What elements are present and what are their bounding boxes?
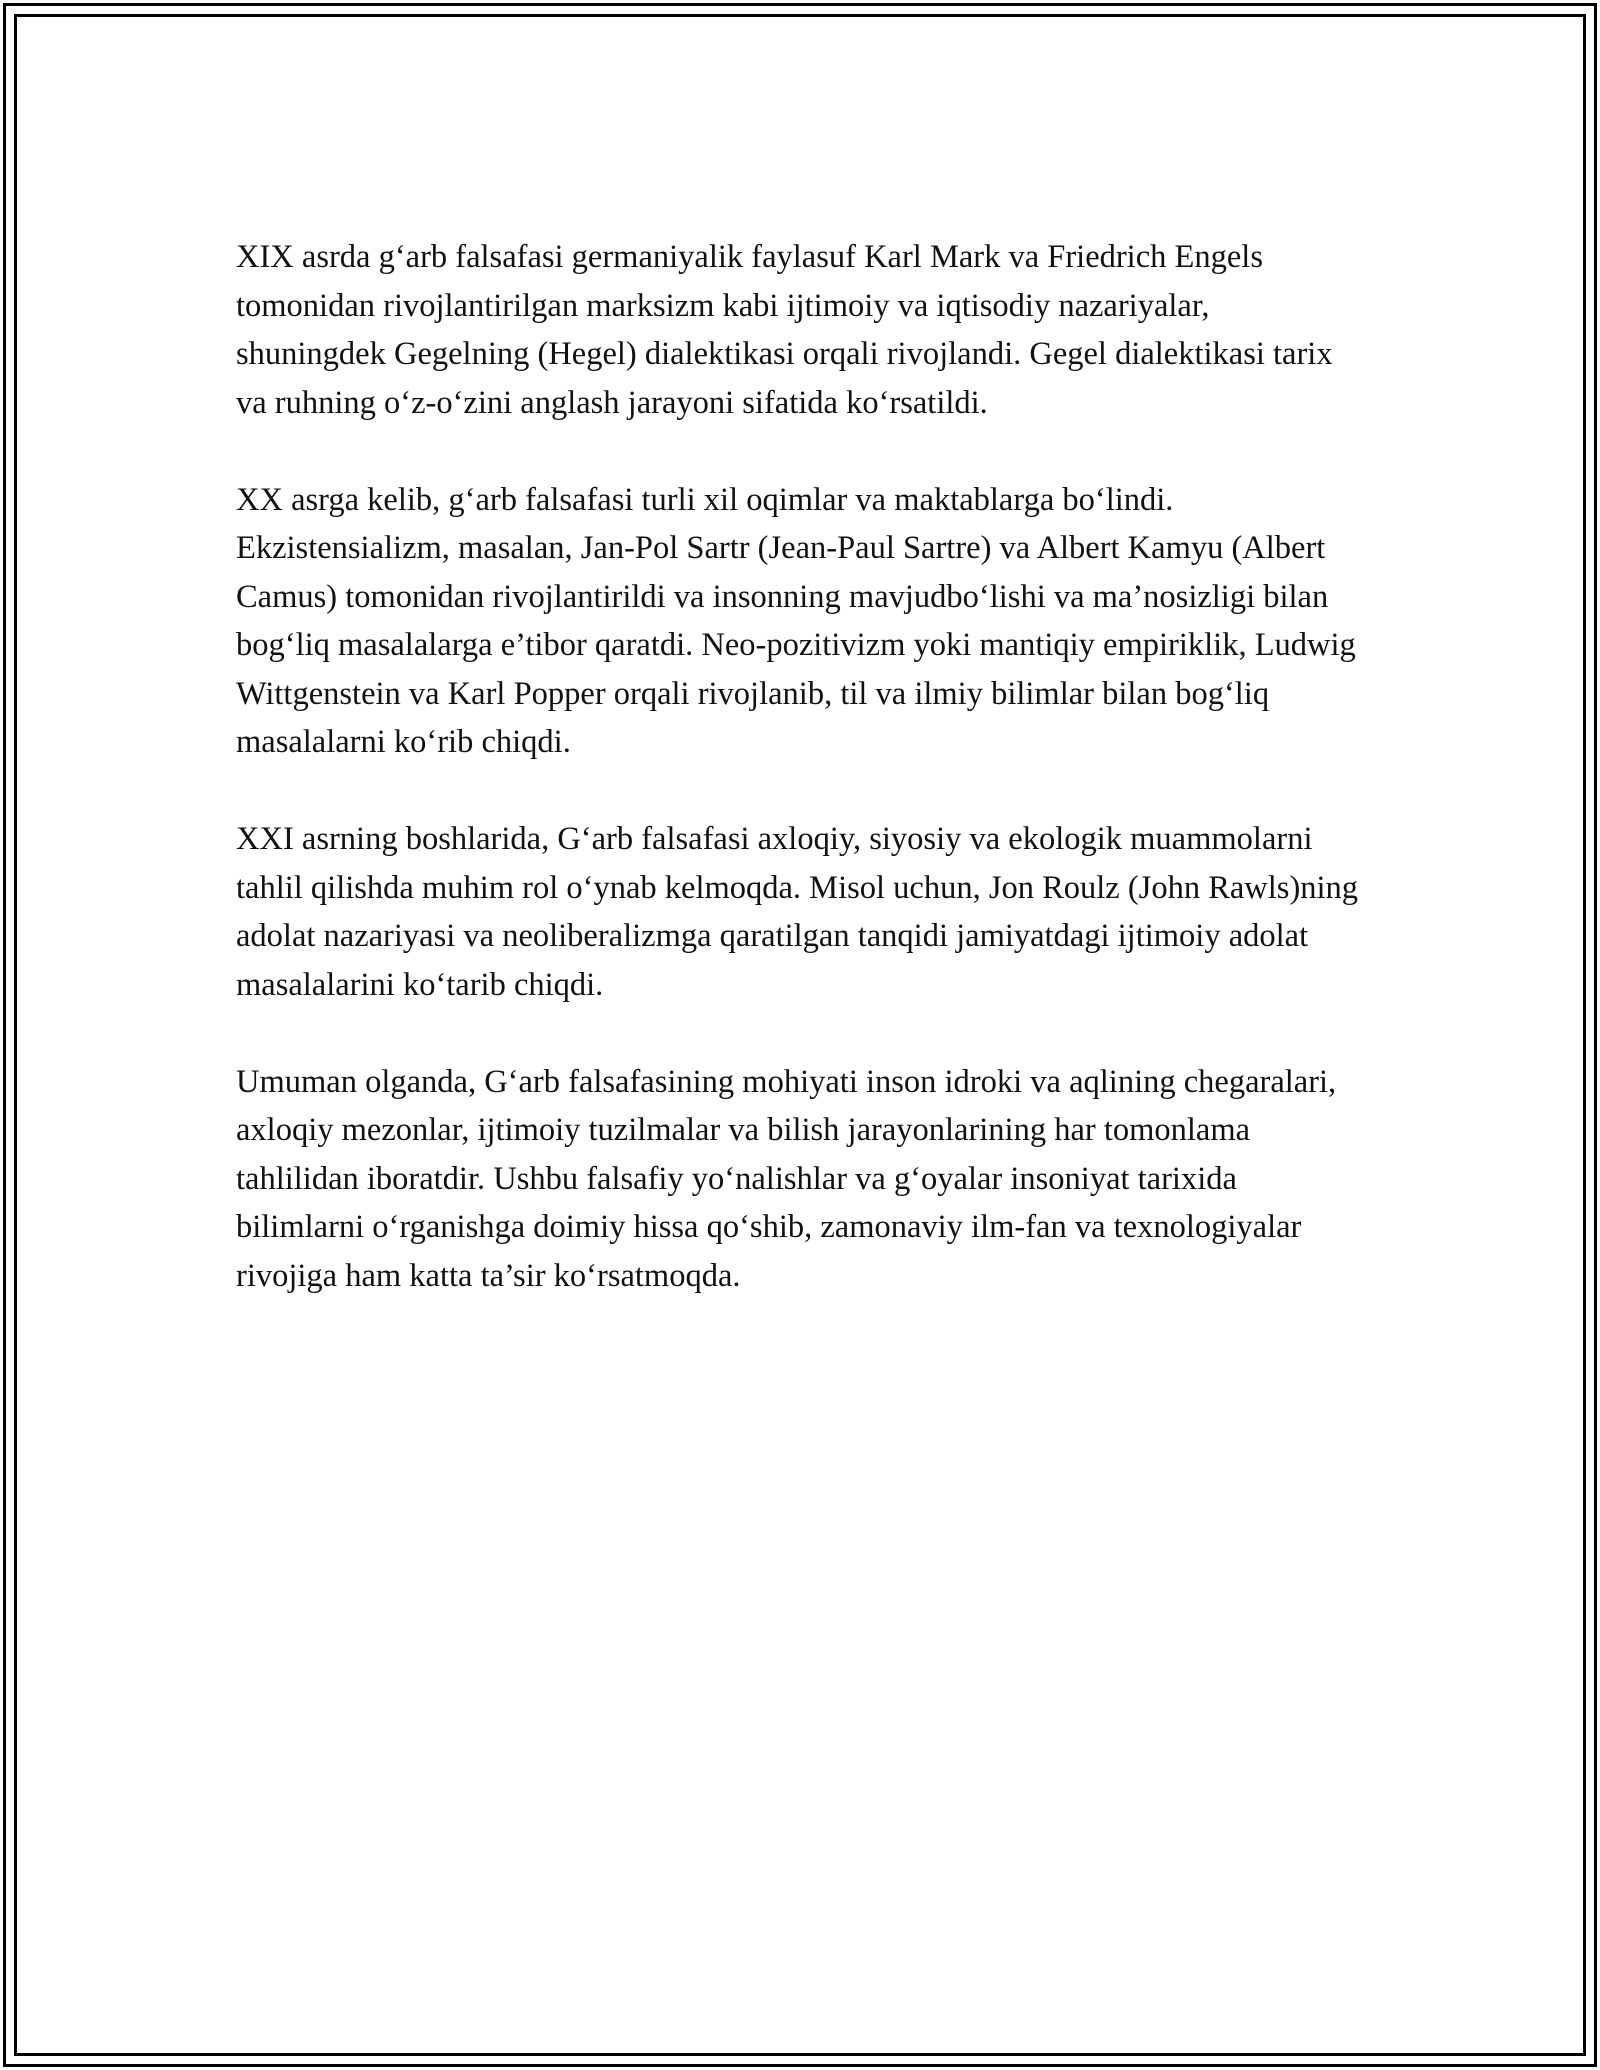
document-body [236, 233, 1366, 1349]
paragraph-19th-century: XIX asrda g‘arb falsafasi germaniyalik faylasuf Karl Mark va Friedrich Engels tomonidan rivojlantirilgan marksizm kabi ijtimoiy va iqtisodiy nazariyalar, shuningdek Gegelning (Hegel) dialektikasi orqali rivojlandi. Gegel dialektikasi tarix va ruhning o‘z-o‘zini anglash jarayoni sifatida ko‘rsatildi. [236, 239, 1333, 421]
paragraph-20th-century: XX asrga kelib, g‘arb falsafasi turli xil oqimlar va maktablarga bo‘lindi. Ekzistensializm, masalan, Jan-Pol Sartr (Jean-Paul Sartre) va Albert Kamyu (Albert Camus) tomonidan rivojlantirildi va insonning mavjudbo‘lishi va ma’nosizligi bilan bog‘liq masalalarga e’tibor qaratdi. Neo-pozitivizm yoki mantiqiy empiriklik, Ludwig Wittgenstein va Karl Popper orqali rivojlanib, til va ilmiy bilimlar bilan bog‘liq masalalarni ko‘rib chiqdi. [236, 481, 1356, 760]
paragraph-21st-century: XXI asrning boshlarida, G‘arb falsafasi axloqiy, siyosiy va ekologik muammolarni tahlil qilishda muhim rol o‘ynab kelmoqda. Misol uchun, Jon Roulz (John Rawls)ning adolat nazariyasi va neoliberalizmga qaratilgan tanqidi jamiyatdagi ijtimoiy adolat masalalarini ko‘tarib chiqdi. [236, 821, 1359, 1003]
paragraph-conclusion: Umuman olganda, G‘arb falsafasining mohiyati inson idroki va aqlining chegaralari, axloqiy mezonlar, ijtimoiy tuzilmalar va bilish jarayonlarining har tomonlama tahlilidan iboratdir. Ushbu falsafiy yo‘nalishlar va g‘oyalar insoniyat tarixida bilimlarni o‘rganishga doimiy hissa qo‘shib, zamonaviy ilm-fan va texnologiyalar rivojiga ham katta ta’sir ko‘rsatmoqda. [236, 1063, 1337, 1294]
